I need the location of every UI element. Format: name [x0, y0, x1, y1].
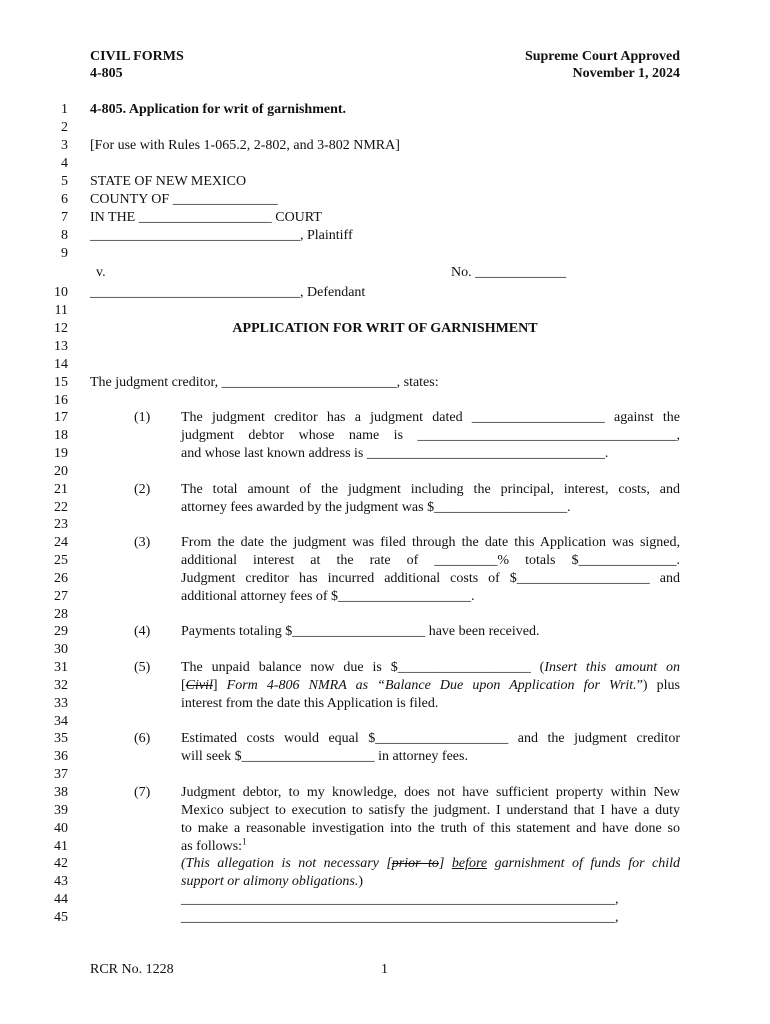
line-number: 40: [54, 821, 68, 836]
line-number: 9: [61, 246, 68, 261]
item-7-note: garnishment of funds for child: [487, 856, 681, 871]
item-7-line: [181, 855, 680, 872]
line-number: 20: [54, 464, 68, 479]
item-3-line: additional attorney fees of $___________________.: [181, 589, 475, 604]
line-number: 17: [54, 410, 68, 425]
line-number: 34: [54, 714, 68, 729]
form-number-label: 4-805: [90, 66, 123, 81]
caption-versus: v.: [96, 265, 106, 280]
bracket-close: ]: [212, 678, 218, 693]
caption-court: IN THE ___________________ COURT: [90, 210, 322, 225]
rcr-number: RCR No. 1228: [90, 962, 174, 977]
approval-label: Supreme Court Approved: [524, 49, 680, 64]
rules-note: [For use with Rules 1-065.2, 2-802, and 3-802 NMRA]: [90, 138, 400, 153]
line-number: 32: [54, 678, 68, 693]
line-number: 42: [54, 856, 68, 871]
line-number: 12: [54, 321, 68, 336]
item-7-note: (This allegation is not necessary [: [181, 856, 392, 871]
line-number: 13: [54, 339, 68, 354]
line-number: 23: [54, 517, 68, 532]
item-2-number: (2): [134, 482, 151, 497]
item-3-line: Judgment creditor has incurred additional costs of $___________________ and: [181, 571, 680, 586]
line-number: 28: [54, 607, 68, 622]
bracket-open: [: [181, 678, 186, 693]
item-2-line: attorney fees awarded by the judgment was $___________________.: [181, 500, 571, 515]
item-5-text: The unpaid balance now due is $___________________ (: [181, 660, 545, 675]
page-number: 1: [381, 962, 388, 977]
item-4-line: Payments totaling $___________________ have been received.: [181, 624, 540, 639]
line-number: 44: [54, 892, 68, 907]
item-7-line: [181, 838, 247, 855]
item-7-text: as follows:: [181, 839, 243, 854]
item-1-line: The judgment creditor has a judgment dated ___________________ against the: [181, 410, 680, 425]
line-number: 36: [54, 749, 68, 764]
item-6-line: Estimated costs would equal $___________________ and the judgment creditor: [181, 731, 680, 746]
item-1-number: (1): [134, 410, 151, 425]
deleted-text: Civil: [185, 678, 213, 693]
caption-defendant: ______________________________, Defendant: [90, 285, 366, 300]
line-number: 2: [61, 120, 68, 135]
item-5-line: interest from the date this Application is filed.: [181, 696, 439, 711]
form-title: 4-805. Application for writ of garnishment.: [90, 102, 347, 117]
line-number: 25: [54, 553, 68, 568]
item-7-line: Judgment debtor, to my knowledge, does not have sufficient property within New: [181, 785, 680, 800]
line-number: 3: [61, 138, 68, 153]
line-number: 19: [54, 446, 68, 461]
footnote-marker: 1: [242, 836, 247, 847]
bracket-close: ]: [438, 856, 452, 871]
line-number: 5: [61, 174, 68, 189]
line-number: 4: [61, 156, 68, 171]
caption-county: COUNTY OF _______________: [90, 192, 278, 207]
item-1-line: and whose last known address is __________________________________.: [181, 446, 609, 461]
line-number: 35: [54, 731, 68, 746]
line-number: 1: [61, 102, 68, 117]
item-7-blank-line: ______________________________________________________________,: [181, 910, 619, 925]
item-5-number: (5): [134, 660, 151, 675]
line-number: 11: [54, 303, 68, 318]
item-6-line: will seek $___________________ in attorney fees.: [181, 749, 468, 764]
line-number: 6: [61, 192, 68, 207]
item-5-line: [181, 677, 680, 694]
line-number: 27: [54, 589, 68, 604]
paren-close: ): [358, 874, 364, 889]
item-5-instruction: Insert this amount on: [544, 660, 680, 675]
line-number: 41: [54, 839, 68, 854]
deleted-text: prior to: [391, 856, 439, 871]
line-number: 38: [54, 785, 68, 800]
line-number: 30: [54, 642, 68, 657]
line-number: 45: [54, 910, 68, 925]
caption-state: STATE OF NEW MEXICO: [90, 174, 247, 189]
item-5-text: ”) plus: [636, 678, 681, 693]
form-series-header: [90, 48, 184, 82]
line-number: 15: [54, 375, 68, 390]
line-number: 37: [54, 767, 68, 782]
line-number: 33: [54, 696, 68, 711]
item-3-number: (3): [134, 535, 151, 550]
inserted-text: before: [451, 856, 488, 871]
item-2-line: The total amount of the judgment including the principal, interest, costs, and: [181, 482, 680, 497]
line-number: 10: [54, 285, 68, 300]
line-number: 14: [54, 357, 68, 372]
line-number: 7: [61, 210, 68, 225]
form-series-label: CIVIL FORMS: [90, 49, 184, 64]
item-7-line: Mexico subject to execution to satisfy the judgment. I understand that I have a duty: [181, 803, 680, 818]
line-number: 8: [61, 228, 68, 243]
item-4-number: (4): [134, 624, 151, 639]
item-5-line: [181, 659, 680, 676]
line-number: 24: [54, 535, 68, 550]
line-number: 31: [54, 660, 68, 675]
item-3-line: From the date the judgment was filed through the date this Application was signed,: [181, 535, 680, 550]
approval-header: [525, 48, 680, 82]
line-number: 16: [54, 393, 68, 408]
item-7-number: (7): [134, 785, 151, 800]
caption-case-number: No. _____________: [451, 265, 567, 280]
item-6-number: (6): [134, 731, 151, 746]
line-number: 21: [54, 482, 68, 497]
line-number: 29: [54, 624, 68, 639]
item-1-line: judgment debtor whose name is _____________________________________,: [181, 428, 680, 443]
item-7-line: [181, 873, 363, 890]
line-number: 39: [54, 803, 68, 818]
item-5-instruction: Form 4-806 NMRA as “Balance Due upon Application for Writ.: [217, 678, 637, 693]
item-7-line: to make a reasonable investigation into the truth of this statement and have done so: [181, 821, 680, 836]
intro-statement: The judgment creditor, _________________________, states:: [90, 375, 439, 390]
item-3-line: additional interest at the rate of _________% totals $______________.: [181, 553, 680, 568]
line-number: 22: [54, 500, 68, 515]
line-number: 18: [54, 428, 68, 443]
caption-plaintiff: ______________________________, Plaintiff: [90, 228, 353, 243]
item-7-note: support or alimony obligations.: [181, 874, 359, 889]
item-7-blank-line: ______________________________________________________________,: [181, 892, 619, 907]
line-number: 26: [54, 571, 68, 586]
approval-date: November 1, 2024: [572, 66, 680, 81]
line-number: 43: [54, 874, 68, 889]
application-heading: APPLICATION FOR WRIT OF GARNISHMENT: [232, 321, 538, 336]
